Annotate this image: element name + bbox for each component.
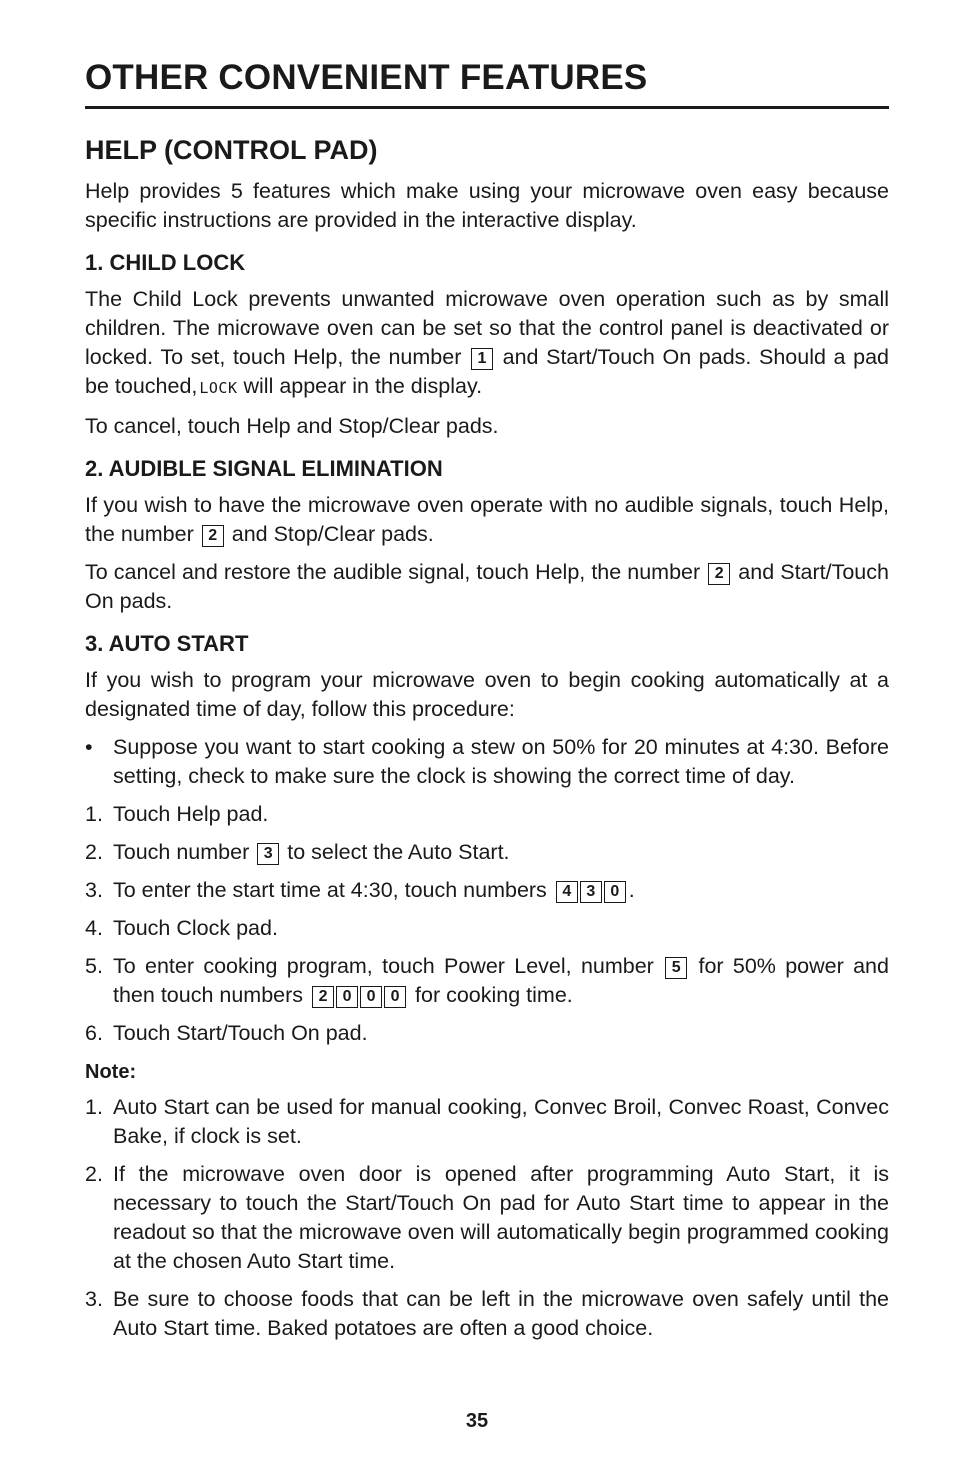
step-number: 6. xyxy=(85,1021,103,1045)
notes-list xyxy=(85,1093,889,1343)
child-lock-cancel: To cancel, touch Help and Stop/Clear pads. xyxy=(85,414,499,438)
step-text-c: for cooking time. xyxy=(415,983,573,1007)
lock-display-text: LOCK xyxy=(199,379,238,397)
audible-cancel-text-b: and Start/Touch On pads. xyxy=(85,560,889,613)
step-text: Touch Help pad. xyxy=(113,802,269,826)
help-intro: Help provides 5 features which make using your microwave oven easy because specific instructions are provided in the interactive display. xyxy=(85,179,889,232)
manual-page xyxy=(85,56,889,1352)
list-item xyxy=(85,800,889,829)
audible-heading: 2. AUDIBLE SIGNAL ELIMINATION xyxy=(85,456,443,481)
key-0-icon: 0 xyxy=(360,986,382,1008)
note-heading: Note: xyxy=(85,1061,137,1083)
step-text xyxy=(113,952,889,1010)
key-5-icon: 5 xyxy=(665,957,687,979)
list-item xyxy=(85,876,889,905)
key-4-icon: 4 xyxy=(556,881,578,903)
key-group xyxy=(311,981,407,1010)
step-text xyxy=(113,838,889,867)
list-item xyxy=(85,1019,889,1048)
list-item xyxy=(85,1285,889,1343)
bullet-text: Suppose you want to start cooking a stew on 50% for 20 minutes at 4:30. Before setting, check to make sure the clock is showing the correct time of day. xyxy=(113,735,889,788)
step-text-a: To enter cooking program, touch Power Level, number xyxy=(113,954,654,978)
note-number: 1. xyxy=(85,1095,103,1119)
child-lock-text-b: and Start/Touch On pads. Should a pad be touched, xyxy=(85,345,889,398)
audible-text-b: and Stop/Clear pads. xyxy=(231,522,434,546)
step-number: 2. xyxy=(85,840,103,864)
step-number: 1. xyxy=(85,802,103,826)
note-text: If the microwave oven door is opened after programming Auto Start, it is necessary to touch the Start/Touch On pad for Auto Start time to appear in the readout so that the microwave oven will automatically begin programmed cooking at the chosen Auto Start time. xyxy=(113,1162,889,1273)
step-number: 5. xyxy=(85,954,103,978)
key-2-icon: 2 xyxy=(312,986,334,1008)
auto-start-steps xyxy=(85,733,889,1048)
key-2-icon: 2 xyxy=(708,563,730,585)
key-0-icon: 0 xyxy=(384,986,406,1008)
step-text-b: to select the Auto Start. xyxy=(287,840,510,864)
list-item xyxy=(85,733,889,791)
list-item xyxy=(85,1160,889,1276)
list-item xyxy=(85,914,889,943)
key-3-icon: 3 xyxy=(257,843,279,865)
audible-paragraph-1 xyxy=(85,491,889,549)
page-number: 35 xyxy=(465,1410,489,1432)
step-text-a: Touch number xyxy=(113,840,250,864)
key-0-icon: 0 xyxy=(336,986,358,1008)
step-number: 3. xyxy=(85,878,103,902)
note-number: 3. xyxy=(85,1287,103,1311)
step-text-a: To enter the start time at 4:30, touch numbers xyxy=(113,878,547,902)
help-heading: HELP (CONTROL PAD) xyxy=(85,135,378,165)
child-lock-heading: 1. CHILD LOCK xyxy=(85,250,246,275)
list-item xyxy=(85,838,889,867)
child-lock-text-a: The Child Lock prevents unwanted microwave oven operation such as by small children. The microwave oven can be set so that the control panel is deactivated or locked. To set, touch Help, the number xyxy=(85,287,889,369)
audible-text-a: If you wish to have the microwave oven operate with no audible signals, touch Help, the number xyxy=(85,493,889,546)
auto-start-heading: 3. AUTO START xyxy=(85,631,249,656)
child-lock-text-c: will appear in the display. xyxy=(243,374,483,398)
step-text: Touch Clock pad. xyxy=(113,916,278,940)
key-group xyxy=(555,876,627,905)
audible-cancel-text-a: To cancel and restore the audible signal, touch Help, the number xyxy=(85,560,701,584)
key-0-icon: 0 xyxy=(604,881,626,903)
bullet-mark: • xyxy=(85,735,93,759)
key-2-icon: 2 xyxy=(202,525,224,547)
step-text: Touch Start/Touch On pad. xyxy=(113,1021,368,1045)
note-text: Be sure to choose foods that can be left in the microwave oven safely until the Auto Start time. Baked potatoes are often a good choice. xyxy=(113,1287,889,1340)
child-lock-paragraph xyxy=(85,285,889,403)
page-title: OTHER CONVENIENT FEATURES xyxy=(85,56,889,109)
audible-paragraph-2 xyxy=(85,558,889,616)
auto-start-intro: If you wish to program your microwave oven to begin cooking automatically at a designated time of day, follow this procedure: xyxy=(85,668,889,721)
step-text xyxy=(113,876,889,905)
step-number: 4. xyxy=(85,916,103,940)
step-text-b: . xyxy=(628,878,635,902)
note-number: 2. xyxy=(85,1162,103,1186)
key-3-icon: 3 xyxy=(580,881,602,903)
step-text-b: for 50% power and then touch numbers xyxy=(113,954,889,1007)
key-1-icon: 1 xyxy=(471,348,493,370)
list-item xyxy=(85,952,889,1010)
list-item xyxy=(85,1093,889,1151)
note-text: Auto Start can be used for manual cooking, Convec Broil, Convec Roast, Convec Bake, if clock is set. xyxy=(113,1095,889,1148)
